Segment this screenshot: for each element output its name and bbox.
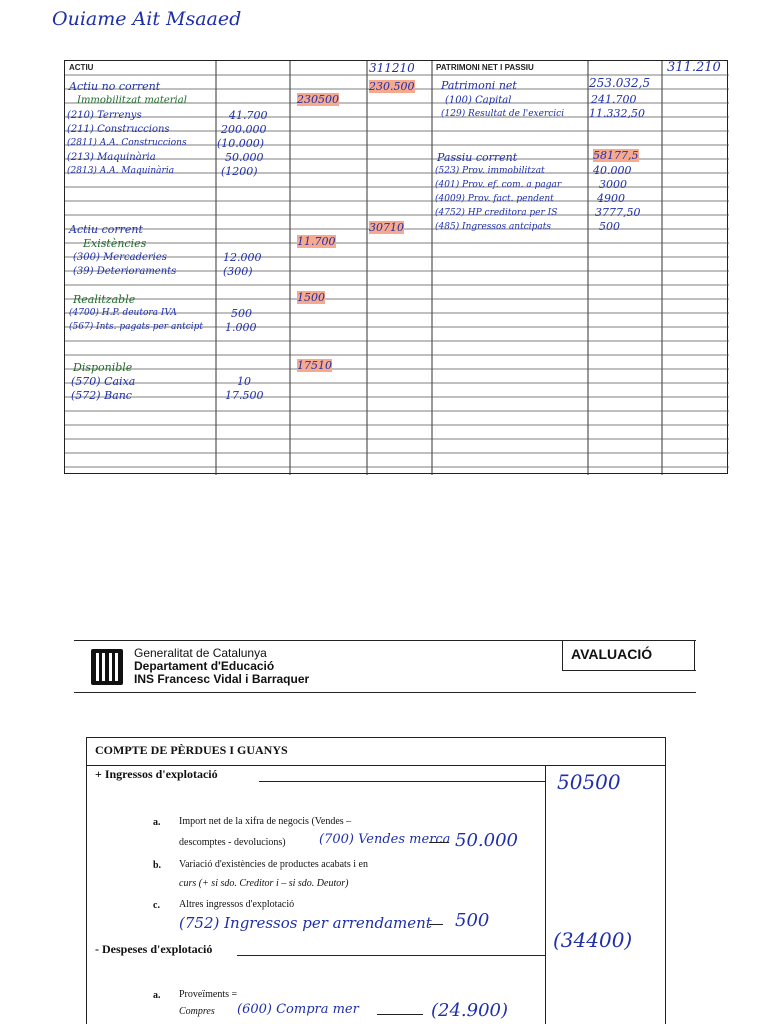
non-current-assets-total: 230.500 xyxy=(369,80,415,93)
asset-row-label: (213) Maquinària xyxy=(67,152,156,163)
assets-header: ACTIU xyxy=(69,63,94,72)
asset-row-value: 200.000 xyxy=(221,123,267,136)
student-name: Ouiame Ait Msaaed xyxy=(52,8,242,30)
liability-row-value: 500 xyxy=(599,220,620,233)
receivables-label: Realitzable xyxy=(73,293,136,306)
equity-label: Patrimoni net xyxy=(441,79,517,92)
equity-total: 253.032,5 xyxy=(589,76,651,90)
item-handwritten: (752) Ingressos per arrendament xyxy=(179,914,432,932)
income-heading: + Ingressos d'explotació xyxy=(95,767,218,781)
income-total: 50500 xyxy=(557,770,621,794)
liabilities-header: PATRIMONI NET I PASSIU xyxy=(436,63,534,72)
tangible-assets-total: 230500 xyxy=(297,93,339,106)
equity-row-value: 11.332,50 xyxy=(589,107,645,120)
item-amount: (24.900) xyxy=(431,1000,509,1021)
item-text: Import net de la xifra de negocis (Vendes – xyxy=(179,816,352,827)
receivable-row-label: (4700) H.P. deutora IVA xyxy=(69,308,177,318)
item-text: Variació d'existències de productes acabats i en xyxy=(179,859,368,870)
item-letter: a. xyxy=(153,990,161,1001)
inventory-row-label: (39) Deterioraments xyxy=(73,266,177,277)
expense-heading: - Despeses d'explotació xyxy=(95,942,213,956)
receivable-row-label: (567) Ints. pagats per antcipt xyxy=(69,322,204,332)
current-assets-label: Actiu corrent xyxy=(69,223,143,236)
inventories-label: Existències xyxy=(83,237,147,250)
item-text: Proveïments = xyxy=(179,989,238,1000)
item-letter: c. xyxy=(153,900,160,911)
item-text: descomptes - devolucions) xyxy=(179,837,286,848)
inventories-total: 11.700 xyxy=(297,235,336,248)
evaluation-header xyxy=(74,640,696,694)
generalitat-logo-icon xyxy=(90,648,124,686)
item-amount: 50.000 xyxy=(455,830,518,851)
inventory-row-label: (300) Mercaderies xyxy=(73,252,167,263)
cash-row-label: (572) Banc xyxy=(71,389,132,402)
cash-row-value: 17.500 xyxy=(225,389,264,402)
liabilities-total: 311.210 xyxy=(667,60,721,75)
liability-row-label: (4009) Prov. fact. pendent xyxy=(435,194,554,204)
item-amount: 500 xyxy=(455,910,490,931)
inventory-row-value: 12.000 xyxy=(223,251,262,264)
asset-row-label: (211) Construccions xyxy=(67,124,170,135)
liability-row-label: (401) Prov. ef. com. a pagar xyxy=(435,180,562,190)
department-name: Departament d'Educació xyxy=(134,659,275,673)
school-name: INS Francesc Vidal i Barraquer xyxy=(134,672,310,686)
equity-row-label: (129) Resultat de l'exercici xyxy=(441,109,565,119)
liability-row-label: (485) Ingressos antcipats xyxy=(435,222,551,232)
asset-row-label: (2813) A.A. Maquinària xyxy=(67,166,175,176)
equity-row-value: 241.700 xyxy=(591,93,637,106)
assets-total: 311210 xyxy=(369,61,415,75)
liability-row-label: (523) Prov. immobilitzat xyxy=(435,166,545,176)
receivable-row-value: 1.000 xyxy=(225,321,257,334)
liability-row-value: 4900 xyxy=(597,192,625,205)
current-liabilities-total: 58177,5 xyxy=(593,149,639,162)
item-letter: a. xyxy=(153,817,161,828)
asset-row-label: (2811) A.A. Construccions xyxy=(67,138,187,148)
cash-row-label: (570) Caixa xyxy=(71,375,136,388)
liability-row-label: (4752) HP creditora per IS xyxy=(435,208,558,218)
liability-row-value: 3777,50 xyxy=(595,206,641,219)
liability-row-value: 3000 xyxy=(599,178,627,191)
receivable-row-value: 500 xyxy=(231,307,252,320)
evaluation-title: AVALUACIÓ xyxy=(571,646,653,662)
receivables-total: 1500 xyxy=(297,291,325,304)
tangible-assets-label: Immobilitzat material xyxy=(77,95,187,106)
equity-row-label: (100) Capital xyxy=(445,95,512,106)
item-handwritten: (600) Compra mer xyxy=(237,1002,359,1017)
item-handwritten: (700) Vendes merca xyxy=(319,832,451,847)
item-text: Compres xyxy=(179,1006,215,1017)
liability-row-value: 40.000 xyxy=(593,164,632,177)
cash-label: Disponible xyxy=(73,361,133,374)
asset-row-value: 50.000 xyxy=(225,151,264,164)
balance-sheet-grid xyxy=(64,60,728,474)
cash-row-value: 10 xyxy=(237,375,251,388)
item-text: curs (+ si sdo. Creditor i – si sdo. Deutor) xyxy=(179,878,349,889)
cash-total: 17510 xyxy=(297,359,332,372)
non-current-assets-label: Actiu no corrent xyxy=(69,80,161,93)
org-name: Generalitat de Catalunya xyxy=(134,646,267,660)
profit-loss-form xyxy=(86,737,666,1024)
current-assets-total: 30710 xyxy=(369,221,404,234)
asset-row-label: (210) Terrenys xyxy=(67,110,142,121)
expense-total: (34400) xyxy=(553,928,633,952)
asset-row-value: 41.700 xyxy=(229,109,268,122)
current-liabilities-label: Passiu corrent xyxy=(437,151,518,164)
item-text: Altres ingressos d'explotació xyxy=(179,899,295,910)
pl-title: COMPTE DE PÈRDUES I GUANYS xyxy=(95,743,288,757)
item-letter: b. xyxy=(153,860,162,871)
asset-row-value: (10.000) xyxy=(217,137,265,150)
asset-row-value: (1200) xyxy=(221,165,258,178)
inventory-row-value: (300) xyxy=(223,265,253,278)
